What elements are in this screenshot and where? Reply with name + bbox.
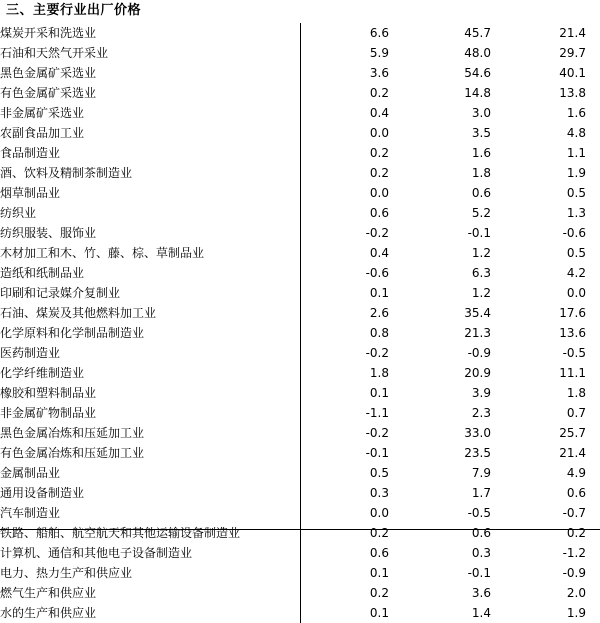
row-value-2: 1.8 bbox=[471, 166, 491, 180]
row-value-2: -0.9 bbox=[467, 346, 491, 360]
table-row bbox=[0, 43, 600, 63]
table-row bbox=[0, 523, 600, 543]
row-value-1: 0.0 bbox=[369, 506, 389, 520]
row-value-3: 21.4 bbox=[559, 446, 586, 460]
row-label: 印刷和记录媒介复制业 bbox=[0, 283, 300, 303]
row-value-2: 2.3 bbox=[471, 406, 491, 420]
row-value-1: 0.1 bbox=[369, 286, 389, 300]
row-value-2: 1.2 bbox=[471, 246, 491, 260]
row-value-3: 17.6 bbox=[559, 306, 586, 320]
row-label: 有色金属冶炼和压延加工业 bbox=[0, 443, 300, 463]
table-row bbox=[0, 263, 600, 283]
table-body bbox=[0, 23, 600, 623]
row-label: 黑色金属冶炼和压延加工业 bbox=[0, 423, 300, 443]
row-label: 木材加工和木、竹、藤、棕、草制品业 bbox=[0, 243, 300, 263]
table-row bbox=[0, 243, 600, 263]
row-value-3: 25.7 bbox=[559, 426, 586, 440]
row-label: 农副食品加工业 bbox=[0, 123, 300, 143]
row-value-1: 0.8 bbox=[369, 326, 389, 340]
table-row bbox=[0, 443, 600, 463]
row-value-1: 0.0 bbox=[369, 126, 389, 140]
row-value-3: 4.8 bbox=[566, 126, 586, 140]
row-value-1: 2.6 bbox=[369, 306, 389, 320]
row-value-2: 20.9 bbox=[464, 366, 491, 380]
row-label: 水的生产和供应业 bbox=[0, 603, 300, 623]
row-label: 化学纤维制造业 bbox=[0, 363, 300, 383]
row-value-3: 11.1 bbox=[559, 366, 586, 380]
row-value-3: -0.7 bbox=[562, 506, 586, 520]
row-value-2: 3.6 bbox=[471, 586, 491, 600]
row-value-1: 5.9 bbox=[369, 46, 389, 60]
row-value-2: 0.6 bbox=[471, 186, 491, 200]
row-value-3: -0.6 bbox=[562, 226, 586, 240]
row-label: 黑色金属矿采选业 bbox=[0, 63, 300, 83]
table-row bbox=[0, 363, 600, 383]
row-value-3: -0.5 bbox=[562, 346, 586, 360]
table-row bbox=[0, 403, 600, 423]
table-row bbox=[0, 603, 600, 623]
table-row bbox=[0, 563, 600, 583]
row-value-3: 1.6 bbox=[566, 106, 586, 120]
row-label: 化学原料和化学制品制造业 bbox=[0, 323, 300, 343]
table-row bbox=[0, 163, 600, 183]
row-value-2: 48.0 bbox=[464, 46, 491, 60]
table-row bbox=[0, 343, 600, 363]
row-label: 纺织业 bbox=[0, 203, 300, 223]
table-row bbox=[0, 83, 600, 103]
row-value-2: 1.4 bbox=[471, 606, 491, 620]
row-value-1: 0.2 bbox=[369, 146, 389, 160]
row-label: 金属制品业 bbox=[0, 463, 300, 483]
row-value-1: 0.4 bbox=[369, 246, 389, 260]
table-row bbox=[0, 583, 600, 603]
row-value-3: -1.2 bbox=[562, 546, 586, 560]
row-value-3: 13.6 bbox=[559, 326, 586, 340]
row-label: 汽车制造业 bbox=[0, 503, 300, 523]
row-value-1: 0.2 bbox=[369, 166, 389, 180]
row-value-2: 35.4 bbox=[464, 306, 491, 320]
table-row bbox=[0, 463, 600, 483]
row-value-3: 21.4 bbox=[559, 26, 586, 40]
row-value-3: 1.9 bbox=[566, 606, 586, 620]
row-value-2: -0.5 bbox=[467, 506, 491, 520]
row-value-1: 1.8 bbox=[369, 366, 389, 380]
row-value-1: 3.6 bbox=[369, 66, 389, 80]
table-row bbox=[0, 283, 600, 303]
table-row bbox=[0, 143, 600, 163]
row-value-2: 5.2 bbox=[471, 206, 491, 220]
table-bottom-rule bbox=[0, 529, 600, 530]
row-value-3: 1.1 bbox=[566, 146, 586, 160]
row-value-3: 4.9 bbox=[566, 466, 586, 480]
row-label: 铁路、船舶、航空航天和其他运输设备制造业 bbox=[0, 523, 300, 543]
row-label: 食品制造业 bbox=[0, 143, 300, 163]
row-value-2: -0.1 bbox=[467, 226, 491, 240]
row-value-2: 21.3 bbox=[464, 326, 491, 340]
row-value-1: -0.6 bbox=[365, 266, 389, 280]
industry-price-table bbox=[0, 23, 600, 623]
row-value-1: -0.2 bbox=[365, 346, 389, 360]
row-label: 有色金属矿采选业 bbox=[0, 83, 300, 103]
row-value-2: 3.5 bbox=[471, 126, 491, 140]
row-label: 纺织服装、服饰业 bbox=[0, 223, 300, 243]
table-row bbox=[0, 383, 600, 403]
row-value-2: -0.1 bbox=[467, 566, 491, 580]
row-value-2: 33.0 bbox=[464, 426, 491, 440]
row-value-2: 0.6 bbox=[471, 526, 491, 540]
row-value-2: 0.3 bbox=[471, 546, 491, 560]
row-value-3: 13.8 bbox=[559, 86, 586, 100]
row-label: 非金属矿物制品业 bbox=[0, 403, 300, 423]
row-value-1: 0.2 bbox=[369, 586, 389, 600]
row-value-2: 7.9 bbox=[471, 466, 491, 480]
row-value-3: 1.9 bbox=[566, 166, 586, 180]
table-row bbox=[0, 503, 600, 523]
row-label: 燃气生产和供应业 bbox=[0, 583, 300, 603]
row-value-1: -0.2 bbox=[365, 226, 389, 240]
row-label: 煤炭开采和洗选业 bbox=[0, 23, 300, 43]
row-label: 酒、饮料及精制茶制造业 bbox=[0, 163, 300, 183]
row-value-2: 6.3 bbox=[471, 266, 491, 280]
row-value-2: 23.5 bbox=[464, 446, 491, 460]
row-value-1: 0.3 bbox=[369, 486, 389, 500]
row-value-3: 2.0 bbox=[566, 586, 586, 600]
row-value-2: 1.2 bbox=[471, 286, 491, 300]
row-value-1: 0.2 bbox=[369, 526, 389, 540]
row-value-1: 0.1 bbox=[369, 606, 389, 620]
row-value-3: 29.7 bbox=[559, 46, 586, 60]
row-label: 橡胶和塑料制品业 bbox=[0, 383, 300, 403]
table-row bbox=[0, 23, 600, 43]
row-label: 医药制造业 bbox=[0, 343, 300, 363]
row-label: 造纸和纸制品业 bbox=[0, 263, 300, 283]
table-row bbox=[0, 223, 600, 243]
row-value-3: 4.2 bbox=[566, 266, 586, 280]
row-value-1: 0.4 bbox=[369, 106, 389, 120]
table-row bbox=[0, 323, 600, 343]
row-value-1: 0.1 bbox=[369, 386, 389, 400]
row-value-3: 40.1 bbox=[559, 66, 586, 80]
row-value-1: 6.6 bbox=[369, 26, 389, 40]
row-value-3: 1.8 bbox=[566, 386, 586, 400]
row-value-1: -0.1 bbox=[365, 446, 389, 460]
table-row bbox=[0, 183, 600, 203]
row-label: 电力、热力生产和供应业 bbox=[0, 563, 300, 583]
row-value-1: -0.2 bbox=[365, 426, 389, 440]
row-label: 石油、煤炭及其他燃料加工业 bbox=[0, 303, 300, 323]
row-value-3: 0.5 bbox=[566, 186, 586, 200]
table-row bbox=[0, 483, 600, 503]
table-row bbox=[0, 303, 600, 323]
row-label: 非金属矿采选业 bbox=[0, 103, 300, 123]
row-value-3: 0.7 bbox=[566, 406, 586, 420]
section-title: 三、主要行业出厂价格 bbox=[6, 3, 142, 18]
row-value-1: 0.6 bbox=[369, 206, 389, 220]
row-value-1: 0.0 bbox=[369, 186, 389, 200]
table-row bbox=[0, 423, 600, 443]
table-row bbox=[0, 543, 600, 563]
row-value-3: -0.9 bbox=[562, 566, 586, 580]
row-value-3: 0.2 bbox=[566, 526, 586, 540]
row-label: 通用设备制造业 bbox=[0, 483, 300, 503]
row-value-3: 0.6 bbox=[566, 486, 586, 500]
table-row bbox=[0, 63, 600, 83]
row-value-2: 1.6 bbox=[471, 146, 491, 160]
row-value-1: 0.5 bbox=[369, 466, 389, 480]
row-value-2: 1.7 bbox=[471, 486, 491, 500]
table-row bbox=[0, 203, 600, 223]
row-value-2: 45.7 bbox=[464, 26, 491, 40]
row-value-1: 0.6 bbox=[369, 546, 389, 560]
row-value-1: 0.2 bbox=[369, 86, 389, 100]
row-value-2: 14.8 bbox=[464, 86, 491, 100]
row-value-1: 0.1 bbox=[369, 566, 389, 580]
table-row bbox=[0, 103, 600, 123]
row-value-3: 0.0 bbox=[566, 286, 586, 300]
row-value-2: 3.9 bbox=[471, 386, 491, 400]
row-value-3: 0.5 bbox=[566, 246, 586, 260]
table-row bbox=[0, 123, 600, 143]
row-label: 石油和天然气开采业 bbox=[0, 43, 300, 63]
row-value-3: 1.3 bbox=[566, 206, 586, 220]
row-value-2: 3.0 bbox=[471, 106, 491, 120]
row-label: 计算机、通信和其他电子设备制造业 bbox=[0, 543, 300, 563]
row-value-2: 54.6 bbox=[464, 66, 491, 80]
row-value-1: -1.1 bbox=[365, 406, 389, 420]
row-label: 烟草制品业 bbox=[0, 183, 300, 203]
